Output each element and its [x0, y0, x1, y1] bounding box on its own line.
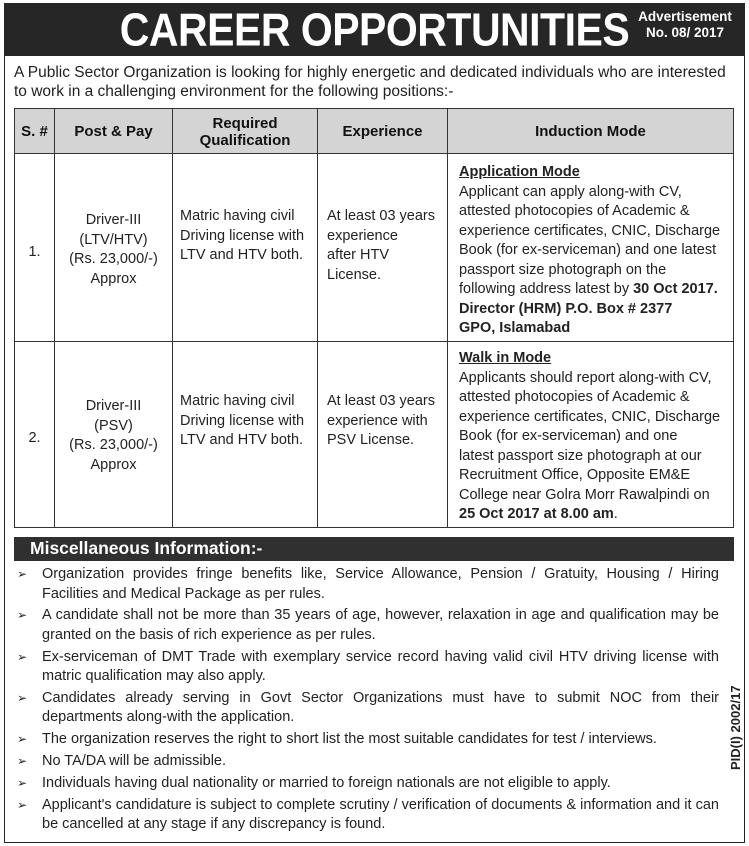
row1-induction-mode: Application Mode Applicant can apply along-with CV, attested photocopies of Academic & experience certificates, CNIC, Discharge Book (for ex-serviceman) and one latest passport size photograph on the following address latest by 30 Oct 2017. Director (HRM) P.O. Box # 2377 GPO, Islamabad: [459, 163, 731, 339]
arrow-bullet-icon: ➢: [17, 797, 28, 812]
list-item: ➢ The organization reserves the right to short list the most suitable candidates for test / interviews.: [14, 730, 719, 750]
walk-in-date: 25 Oct 2017 at 8.00 am: [459, 506, 614, 522]
row2-qualification: Matric having civil Driving license with LTV and HTV both.: [180, 393, 305, 448]
header-experience: Experience: [342, 123, 423, 140]
row1-post: Driver-III (LTV/HTV) (Rs. 23,000/-) Approx: [69, 212, 158, 287]
walk-in-mode-heading: Walk in Mode: [459, 350, 552, 366]
arrow-bullet-icon: ➢: [17, 732, 28, 747]
arrow-bullet-icon: ➢: [17, 608, 28, 623]
header-sno: S. #: [21, 123, 48, 140]
application-address: Director (HRM) P.O. Box # 2377: [459, 300, 673, 317]
row2-sno: 2.: [28, 430, 41, 446]
row1-sno: 1.: [28, 244, 41, 260]
misc-section-header: [14, 537, 734, 561]
row1-experience: At least 03 years experience after HTV License.: [327, 208, 435, 283]
intro-text: A Public Sector Organization is looking for highly energetic and dedicated individuals who are interested to work in a challenging environment for the following positions:-: [14, 64, 726, 100]
header-bar: [4, 3, 745, 56]
advertisement-no: No. 08/ 2017: [645, 25, 725, 40]
application-mode-heading: Application Mode: [459, 164, 580, 180]
list-item: ➢ Ex-serviceman of DMT Trade with exemplary service record having valid civil HTV driving license with matric qualification may also apply.: [17, 648, 719, 685]
advertisement-number: [635, 9, 735, 41]
header-induction-mode: Induction Mode: [535, 123, 646, 140]
list-item: ➢ No TA/DA will be admissible.: [14, 752, 719, 772]
list-item: ➢ Individuals having dual nationality or married to foreign nationals are not eligible to apply.: [14, 774, 719, 794]
header-post-pay: Post & Pay: [74, 123, 153, 140]
positions-table: [14, 108, 734, 528]
misc-title: Miscellaneous Information:-: [30, 538, 263, 558]
arrow-bullet-icon: ➢: [17, 690, 28, 705]
arrow-bullet-icon: ➢: [17, 567, 28, 581]
list-item: ➢ A candidate shall not be more than 35 years of age, however, relaxation in age and qualification may be granted on the basis of rich experience as per rules.: [17, 607, 719, 643]
list-item: ➢ Organization provides fringe benefits like, Service Allowance, Pension / Gratuity, Housing / Hiring Facilities and Medical Package as per rules.: [17, 566, 719, 602]
list-item: ➢ Candidates already serving in Govt Sector Organizations must have to submit NOC from their departments along-with the application.: [17, 689, 719, 726]
page-title: CAREER OPPORTUNITIES: [119, 4, 630, 56]
arrow-bullet-icon: ➢: [17, 649, 28, 664]
application-deadline: 30 Oct 2017.: [633, 281, 718, 297]
row1-qualification: Matric having civil Driving license with LTV and HTV both.: [180, 208, 305, 263]
row2-post: Driver-III (PSV) (Rs. 23,000/-) Approx: [69, 398, 158, 473]
list-item: ➢ Applicant's candidature is subject to complete scrutiny / verification of documents & information and it can be cancelled at any stage if any discrepancy is found.: [17, 796, 719, 833]
arrow-bullet-icon: ➢: [17, 753, 28, 768]
header-qualification: Required Qualification: [199, 115, 291, 149]
misc-list: [14, 565, 719, 837]
row2-induction-mode: Walk in Mode Applicants should report along-with CV, attested photocopies of Academic & experience certificates, CNIC, Discharge Book (for ex-serviceman) and one latest passport size photograph at our Recruitment Office, Opposite EM&E College near Golra Morr Rawalpindi on 25 Oct 2017 at 8.00 am.: [459, 349, 731, 525]
pid-code: PID(I) 2002/17: [728, 685, 743, 770]
advertisement-label: Advertisement: [638, 9, 732, 24]
row2-experience: At least 03 years experience with PSV License.: [327, 393, 435, 448]
arrow-bullet-icon: ➢: [17, 775, 28, 790]
